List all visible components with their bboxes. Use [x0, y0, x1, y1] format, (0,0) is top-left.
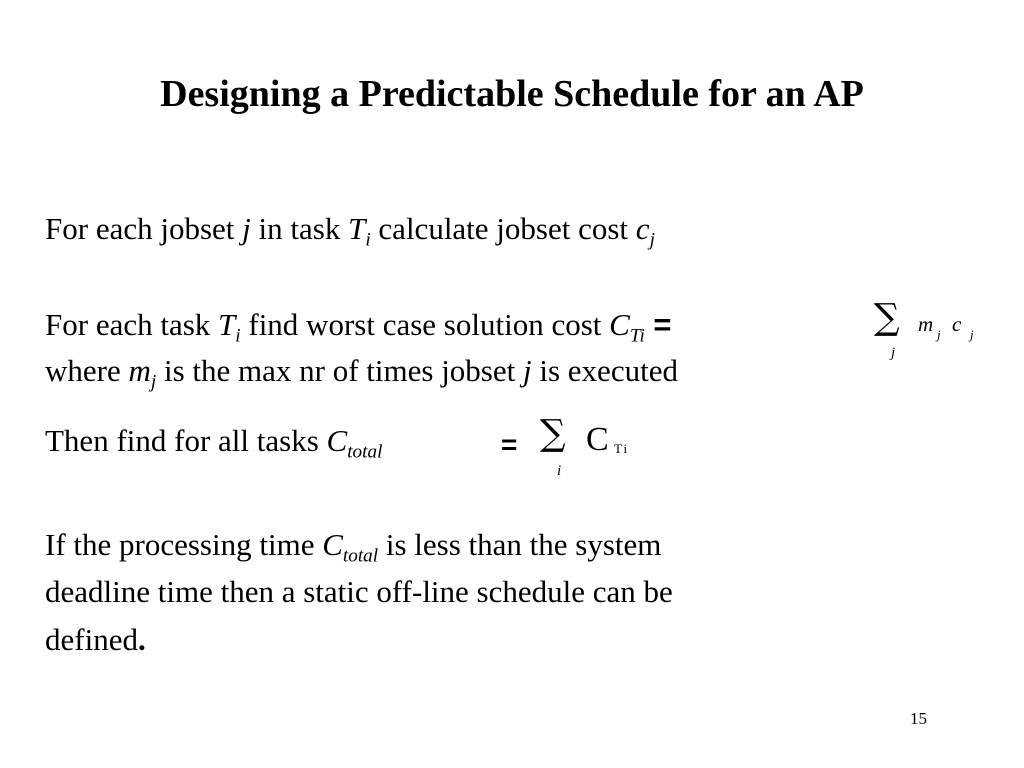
text: For each jobset: [45, 211, 243, 246]
formula-C-sub: Ti: [614, 441, 630, 456]
text: Then find for all tasks: [45, 423, 327, 458]
sum-cti-formula: [540, 413, 650, 486]
sub-j: j: [649, 229, 655, 251]
period: .: [137, 622, 146, 657]
text: is the max nr of times jobset: [156, 353, 523, 388]
formula-m: m: [918, 312, 934, 336]
slide-title: Designing a Predictable Schedule for an AP: [160, 73, 864, 115]
sum-index-j: j: [891, 345, 896, 361]
sigma-icon: ∑: [874, 297, 900, 338]
conclusion-line-3: [45, 624, 146, 655]
equals-sign: =: [644, 307, 672, 342]
formula-m-sub: j: [937, 327, 941, 342]
text: is executed: [531, 353, 678, 388]
var-c: c: [635, 211, 650, 246]
var-C: C: [609, 307, 630, 342]
worst-case-cost-line: [45, 307, 672, 347]
sigma-icon: ∑: [540, 413, 566, 454]
equals-sign: =: [501, 429, 518, 460]
page-number: 15: [910, 709, 927, 728]
text: If the processing time: [45, 527, 323, 562]
text: For each task: [45, 307, 219, 342]
text: is less than the system: [378, 527, 662, 562]
formula-c: c: [952, 312, 962, 336]
text: defined: [45, 622, 138, 657]
var-j: j: [523, 353, 532, 388]
total-cost-line: [45, 423, 383, 463]
sub-Ti: Ti: [629, 325, 645, 347]
sub-j: j: [150, 371, 157, 393]
formula-C: C: [586, 421, 609, 458]
var-T: T: [348, 211, 366, 246]
text: calculate jobset cost: [370, 211, 636, 246]
max-executions-line: [45, 353, 678, 393]
conclusion-line-1: [45, 527, 662, 567]
var-m: m: [128, 353, 151, 388]
sum-index-i: i: [557, 463, 562, 479]
conclusion-line-2: deadline time then a static off-line schedule can be: [45, 574, 673, 609]
sub-total: total: [347, 441, 383, 463]
formula-c-sub: j: [970, 327, 974, 342]
var-C: C: [326, 423, 348, 458]
sum-mj-cj-formula: [874, 297, 984, 370]
text: in task: [250, 211, 349, 246]
text: where: [45, 353, 129, 388]
var-T: T: [218, 307, 236, 342]
text: find worst case solution cost: [240, 307, 610, 342]
sub-total: total: [342, 545, 379, 567]
var-C: C: [322, 527, 343, 562]
sub-i: i: [235, 325, 241, 347]
jobset-cost-line: [45, 211, 655, 251]
sub-i: i: [365, 229, 371, 251]
var-j: j: [242, 211, 251, 246]
